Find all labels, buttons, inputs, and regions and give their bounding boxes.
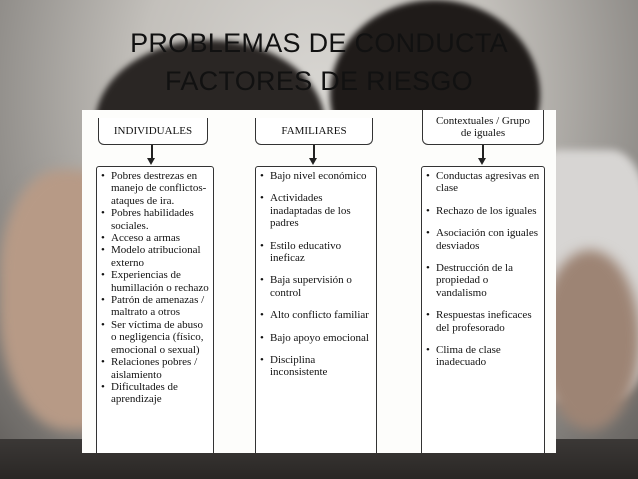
- header-family: [255, 118, 373, 145]
- header-context: [422, 110, 544, 145]
- list-item: • Relaciones pobres / aislamiento: [101, 356, 209, 381]
- column-context: [421, 166, 545, 453]
- list-item: • Patrón de amenazas / maltrato a otros: [101, 294, 209, 319]
- list-item: • Clima de clase inadecuado: [426, 344, 540, 369]
- list-item: • Alto conflicto familiar: [260, 309, 372, 321]
- list-item: • Bajo apoyo emocional: [260, 332, 372, 344]
- header-family-label: FAMILIARES: [281, 125, 347, 137]
- list-item: • Estilo educativo ineficaz: [260, 240, 372, 265]
- arrow-down-icon: [482, 145, 484, 159]
- header-context-label-2: de iguales: [460, 127, 506, 139]
- slide-title: [0, 24, 638, 100]
- column-family: [255, 166, 377, 453]
- header-individual: [98, 118, 208, 145]
- list-item: • Acceso a armas: [101, 232, 209, 244]
- header-context-label-1: Contextuales / Grupo: [435, 115, 531, 127]
- column-individual: [96, 166, 214, 453]
- list-item: • Asociación con iguales desviados: [426, 227, 540, 252]
- list-item: • Rechazo de los iguales: [426, 205, 540, 217]
- list-item: • Actividades inadaptadas de los padres: [260, 192, 372, 229]
- list-item: • Ser víctima de abuso o negligencia (físico, emocional o sexual): [101, 319, 209, 356]
- slide-title-line-1: PROBLEMAS DE CONDUCTA: [130, 28, 508, 58]
- list-item: • Modelo atribucional externo: [101, 244, 209, 269]
- list-item: • Experiencias de humillación o rechazo: [101, 269, 209, 294]
- list-item: • Baja supervisión o control: [260, 274, 372, 299]
- slide-title-line-2: FACTORES DE RIESGO: [165, 66, 473, 96]
- list-item: • Bajo nivel económico: [260, 170, 372, 182]
- list-item: • Disciplina inconsistente: [260, 354, 372, 379]
- list-item: • Pobres habilidades sociales.: [101, 207, 209, 232]
- list-item: • Respuestas ineficaces del profesorado: [426, 309, 540, 334]
- arrow-down-icon: [151, 145, 153, 159]
- header-individual-label: INDIVIDUALES: [113, 125, 193, 137]
- arrow-down-icon: [313, 145, 315, 159]
- list-item: • Dificultades de aprendizaje: [101, 381, 209, 406]
- list-item: • Pobres destrezas en manejo de conflictos-ataques de ira.: [101, 170, 209, 207]
- list-item: • Conductas agresivas en clase: [426, 170, 540, 195]
- risk-factors-diagram: [82, 110, 556, 453]
- list-item: • Destrucción de la propiedad o vandalismo: [426, 262, 540, 299]
